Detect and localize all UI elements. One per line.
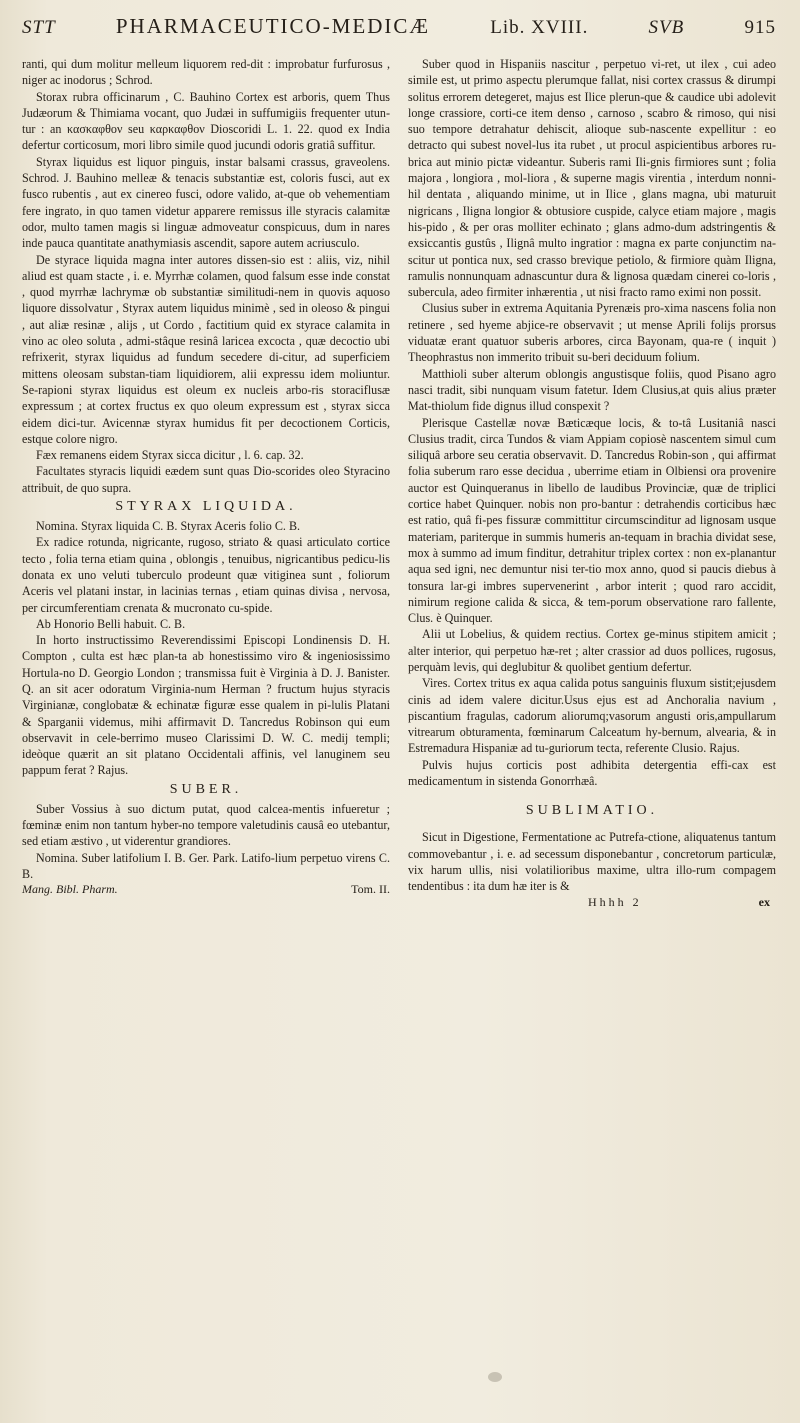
- paragraph: Clusius suber in extrema Aquitania Pyrenæis pro-xima nascens folia non retinere , sed hyeme abjice-re observavit ; ut mense Aprili folijs prorsus viduatæ erant quatuor suberis arbores, circa Bayonam, qua-re ( inquit ) Theophrastus non immerito tribuit su-beri deciduum folium.: [408, 301, 776, 365]
- right-column: [408, 56, 776, 910]
- left-catchline: [22, 882, 390, 897]
- catchline-volume: Tom. II.: [351, 882, 390, 897]
- text-columns: [22, 56, 776, 910]
- paragraph: Alii ut Lobelius, & quidem rectius. Cortex ge-minus stipitem amicit ; alter interior, qui perpetuo hæ-ret ; alter crassior ad duos pollices, rugosus, perquàm levis, qui deglubitur & quolibet gentium defertur.: [408, 627, 776, 674]
- paragraph: In horto instructissimo Reverendissimi Episcopi Londinensis D. H. Compton , culta est hæc plan-ta ab honestissimo viro & ingeniosissimo Hortula-no D. Georgio London ; transmissa fuit è Virginia à D. J. Banister. Q. an sit acer odoratum Virginia-num Herman ? fructum hujus styracis Virginianæ, conglobatæ & echinatæ figuræ esse qualem in pi-lulis Platani & Sparganii videmus, mihi affirmavit D. Tancredus Robinson qui eum observavit in cele-berrimo museo Clarissimi D. W. C. medij templi; ideòque quærit an sit platano Occidentali affinis, vel lanuginem seu pappum ferat ? Rajus.: [22, 633, 390, 778]
- gathering-signature: Hhhh 2: [588, 894, 642, 909]
- paragraph: Facultates styracis liquidi eædem sunt quas Dio-scorides oleo Styracino attribuit, de quo supra.: [22, 464, 390, 495]
- paragraph: Pulvis hujus corticis post adhibita detergentia effi-cax est medicamentum in sistenda Gonorrhæâ.: [408, 757, 776, 789]
- paragraph: Suber Vossius à suo dictum putat, quod calcea-mentis infueretur ; fœminæ enim non tantum hyber-no tempore valetudinis causâ eo utebantur, sed etiam æstivo , ut viderentur grandiores.: [22, 801, 390, 849]
- book-number: Lib. XVIII.: [490, 17, 589, 38]
- paragraph: Fæx remanens eidem Styrax sicca dicitur , l. 6. cap. 32.: [36, 448, 304, 463]
- paragraph: Matthioli suber alterum oblongis angustisque foliis, quod Pisano agro nasci tradit, sibi nunquam visum fatetur. Idem Clusius,at quis alius præter Mat-thiolum fide dignus illud conspexit ?: [408, 366, 776, 414]
- paragraph: Storax rubra officinarum , C. Bauhino Cortex est arboris, quem Thus Judæorum & Thimiama vocant, quo Judæi in suffumigiis frequenter utun-tur : an κασκαφθον seu καρκαφθον Dioscoridi L. 1. 22. quod ex India defertur corticosum, mori libro simile quod jucundi odoris gratiâ suffitur.: [22, 89, 390, 153]
- paragraph: Nomina. Suber latifolium I. B. Ger. Park. Latifo-lium perpetuo virens C. B.: [22, 850, 390, 881]
- catchword: ex: [758, 894, 770, 909]
- paragraph: Plerisque Castellæ novæ Bæticæque locis, & to-tâ Lusitaniâ nasci Clusius tradit, circa Tundos & viam Appiam copiosè nascentem simul cum siliquâ arbore seu ceratia observavit. D. Tancredus Robin-son , qui affirmat folia suberum raro esse decidua , uberrime etiam in Olbiensi ora provenire auctor est Quinqueranus in libello de laudibus Provinciæ, quæ de triplici cortice habet Quinquer. nobis non pro-bantur : detrahendis corticibus hæc est ratio, quâ fi-pes fissuræ committitur circumscinditur ad lignosam usque materiam, pariterque in summis humeris an-tequam in brachia dividat sese, mox à summo ad imum finditur, detrahitur triplex cortex : non ex-planantur aqua sed igni, nec demuntur nisi ter-tio mox anno, quod si paucis diebus à tonsura lar-gi imbres supervenerint , arbor interit ; quod raro accidit, nimirum regione calida & sicca, & tem-porum observatione raro fallente, Clus. è Quinquer.: [408, 415, 776, 626]
- section-heading-suber: SUBER.: [169, 781, 243, 797]
- paragraph: Suber quod in Hispaniis nascitur , perpetuo vi-ret, ut ilex , cui adeo simile est, ut primo aspectu plerumque fallat, nisi cortex crassus & dirumpi solitus errorem detegeret, majus est Ilice plerun-que & caudice ubi adolevit longe crassiore, corti-ce item denso , carnoso , scabro & rimoso, qui nisi suo tempore detrahatur dehiscit, alioque sub-nascente expellitur : eo detracto qui subest novel-lus ita rubet , ut procul aspicientibus arbores ru-brica aut minio pictæ videantur. Suberis rami Ili-gnis firmiores sunt ; folia majora , longiora , mol-liora , & superne magis virentia , interdum nonni-hil dentata , aliquando minime, ut in Ilice , glans magna, ubi maturuit nigricans , Iligna longior & obtusiore cuspide, calyce etiam majore , magis his-pido , & per oras molliter echinato ; glans admo-dum adstringentis & exsiccantis gustûs , Ilignâ multo ingratior : magna ex parte conjunctim na-scitur ut pontica nux, sed crasso brevique petiolo, & firmiore quàm Iligna, ramulis nonnunquam adnascuntur dura & lignosa quædam cinerei co-loris , subercula, adeo firmiter inhærentia , ut nisi fracto ramo eximi non possit.: [408, 57, 776, 300]
- paragraph: Ex radice rotunda, nigricante, rugoso, striato & quasi articulato cortice tecto , folia terna etiam quina , oblongis , tenuibus, nigricantibus pedicu-lis donata ex uno veluti tuberculo prodeunt quæ vitiginea sunt , foliorum Aceris vel platani instar, in lacinias ternas , etiam quinas divisa , nervosa, per circumferentiam crenata & mucronato cu-spide.: [22, 535, 390, 615]
- paragraph: Styrax liquidus est liquor pinguis, instar balsami crassus, graveolens. Schrod. J. Bauhino melleæ & tenacis substantiæ est, coloris fusci, aut ex fusco rubentis , aut ex cinereo fusci, odore valido, at-que ob vehementiam fere ingrato, in quo tamen videtur apparere remissus ille styracis calamitæ odor, multo tamen magis si linguæ admoveatur conspicuus, dum in nares inde pauca quantitate anathymiasis ascendit, sapore autem acriusculo.: [22, 154, 390, 251]
- page-number: 915: [744, 17, 776, 38]
- paragraph: De styrace liquida magna inter autores dissen-sio est : aliis, viz, nihil aliud est quam stacte , i. e. Myrrhæ colamen, quod falsum esse inde constat , quod myrrhæ lachrymæ ob substantiæ similitudi-nem in quovis aquoso liquore dissolvatur , Styrax autem liquidus minimè , sed in oleoso & pingui , aut aliæ resinæ , alijs , ut Cordo , factitium quid ex styrace calamita in vino ac oleo soluta , admi-stâque resinâ laricea excocta , quæ decoctio ubi refrixerit, styrax liquidus ad fundum secedere di-citur, ad superficiem mittens oleosam substan-tiam liquidiorem, alii expressu idem moliuntur. Se-rapioni styrax liquidus est oleum ex nucleis arbo-ris storaciflusæ expressum ; at cortex fructus ex quo oleum expressum est , styrax sicca eidem dici-tur. Avicennæ styrax humidus fit per decoctionem Corticis, estque colore nigro.: [22, 252, 390, 446]
- section-heading-styrax-liquida: STYRAX LIQUIDA.: [115, 499, 297, 515]
- paragraph: Sicut in Digestione, Fermentatione ac Putrefa-ctione, aliquatenus tantum commovebantur , i. e. ad secessum disponebantur , concretorum particulæ, vix harum ullis, nisi volatilioribus maxime, ultra illo-rum compagem tendentibus : ita dum hæ iter is &: [408, 830, 776, 894]
- paragraph: Vires. Cortex tritus ex aqua calida potus sanguinis fluxum sistit;ejusdem cinis ad idem valere dicitur.Usus ejus est ad Anchoralia navium , piscantium fragulas, cadorum aliorumq;vasorum angusti oris,ampullarum vitrearum obturamenta, fœminarum Calceatum hy-bernum, alvearia, & in Estremadura Hispaniæ ad tu-guriorum tecta, referente Clusio. Rajus.: [408, 676, 776, 756]
- left-column: [22, 56, 390, 910]
- section-heading-sublimatio: SUBLIMATIO.: [525, 803, 659, 819]
- paragraph: Ab Honorio Belli habuit. C. B.: [36, 616, 186, 631]
- signature-right: SVB: [648, 17, 685, 38]
- running-header: [22, 14, 776, 54]
- running-title: PHARMACEUTICO-MEDICÆ: [115, 14, 431, 38]
- signature-left: STT: [22, 17, 56, 38]
- catchline-source: Mang. Bibl. Pharm.: [22, 882, 118, 897]
- right-catchline: [408, 895, 776, 910]
- paragraph: Nomina. Styrax liquida C. B. Styrax Aceris folio C. B.: [36, 519, 301, 534]
- ink-smudge: [488, 1372, 502, 1382]
- paragraph: ranti, qui dum molitur melleum liquorem red-dit : improbatur furfurosus , niger ac inodorus ; Schrod.: [22, 57, 390, 88]
